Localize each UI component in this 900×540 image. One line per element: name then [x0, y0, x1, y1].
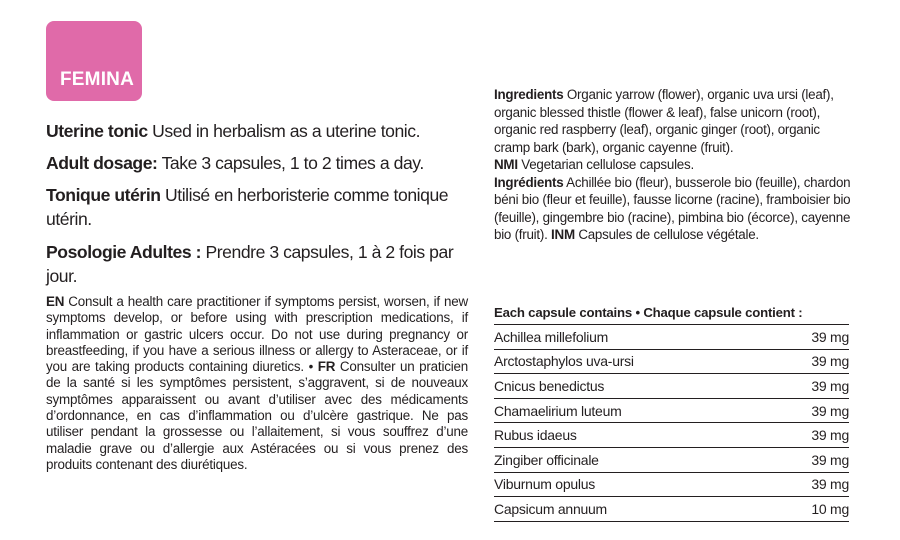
- herb-name: Cnicus benedictus: [494, 377, 605, 394]
- table-row: [494, 399, 849, 424]
- ingredients-section: [494, 86, 854, 244]
- table-row: [494, 423, 849, 448]
- table-row: [494, 374, 849, 399]
- table-row: [494, 448, 849, 473]
- posologie-text: Prendre 3 capsules, 1 à 2 fois par jour.: [46, 242, 454, 286]
- capsule-table-header: Each capsule contains • Chaque capsule contient :: [494, 305, 849, 325]
- herb-name: Chamaelirium luteum: [494, 402, 622, 419]
- herb-name: Viburnum opulus: [494, 476, 596, 493]
- table-row: [494, 350, 849, 375]
- ingredients-fr: [494, 174, 854, 244]
- product-badge: [46, 21, 142, 101]
- herb-amount: 39 mg: [811, 476, 849, 493]
- herb-amount: 39 mg: [811, 377, 849, 394]
- ingredients-en-text: Organic yarrow (flower), organic uva ursi (leaf), organic blessed thistle (flower & leaf), false unicorn (root), organic red raspberry (leaf), organic ginger (root), organic cramp bark (bark), organic cayenne (fruit).: [494, 87, 834, 155]
- warning-text: [46, 294, 468, 473]
- herb-amount: 39 mg: [811, 402, 849, 419]
- inm-text: Capsules de cellulose végétale.: [574, 227, 759, 242]
- herb-amount: 39 mg: [811, 451, 849, 468]
- tonique-uterin-text: Utilisé en herboristerie comme tonique utérin.: [46, 185, 449, 229]
- claims-section: [46, 119, 471, 288]
- nmi-label: NMI: [494, 157, 518, 172]
- herb-amount: 39 mg: [811, 353, 849, 370]
- nmi-line: [494, 156, 854, 174]
- warning-en-text: Consult a health care practitioner if symptoms persist, worsen, if new symptoms develop, or before using with prescription medications, if inflammation or gastric ulcers occur. Do not use during pregnancy or breastfeeding, if you have a serious illness or allergy to Asteraceae, or if you are taking products containing diuretics. •: [46, 294, 468, 375]
- ingredients-fr-text: Achillée bio (fleur), busserole bio (feuille), chardon béni bio (fleur et feuille), fausse licorne (racine), framboisier bio (feuille), gingembre bio (racine), pimbina bio (écorce), cayenne bio (fruit).: [494, 174, 851, 242]
- inm-label: INM: [551, 227, 575, 242]
- adult-dosage-label: Adult dosage:: [46, 153, 158, 173]
- ingredients-en: [494, 86, 854, 156]
- table-row: [494, 473, 849, 498]
- herb-amount: 39 mg: [811, 427, 849, 444]
- warning-fr-text: Consulter un praticien de la santé si les symptômes persistent, s’aggravent, si de nouveaux symptômes apparaissent ou avant d’utiliser avec des médicaments d’ordonnance, en cas d’inflammation ou d’ulcère gastrique. Ne pas utiliser pendant la grossesse ou l’allaitement, si vous souffrez d’une maladie grave ou d’allergie aux Astéracées ou si vous prenez des produits contenant des diurétiques.: [46, 359, 468, 472]
- adult-dosage-claim: [46, 151, 471, 175]
- herb-name: Capsicum annuum: [494, 500, 607, 517]
- table-row: [494, 325, 849, 350]
- herb-name: Zingiber officinale: [494, 451, 599, 468]
- herb-amount: 10 mg: [811, 500, 849, 517]
- herb-name: Achillea millefolium: [494, 328, 609, 345]
- herb-name: Arctostaphylos uva-ursi: [494, 353, 634, 370]
- tonique-uterin-label: Tonique utérin: [46, 185, 161, 205]
- adult-dosage-text: Take 3 capsules, 1 to 2 times a day.: [157, 153, 424, 173]
- warning-fr-label: FR: [317, 359, 336, 375]
- table-row: [494, 497, 849, 522]
- herb-name: Rubus idaeus: [494, 427, 577, 444]
- uterine-tonic-text: Used in herbalism as a uterine tonic.: [147, 121, 421, 141]
- herb-amount: 39 mg: [811, 328, 849, 345]
- uterine-tonic-label: Uterine tonic: [46, 121, 148, 141]
- uterine-tonic-claim: [46, 119, 471, 143]
- tonique-uterin-claim: [46, 183, 471, 231]
- posologie-claim: [46, 240, 471, 288]
- nmi-text: Vegetarian cellulose capsules.: [517, 157, 694, 172]
- capsule-contents-table: [494, 305, 849, 522]
- warning-en-label: EN: [46, 294, 65, 309]
- ingredients-fr-label: Ingrédients: [494, 174, 564, 190]
- product-name: FEMINA: [60, 69, 135, 90]
- posologie-label: Posologie Adultes :: [46, 242, 202, 262]
- ingredients-en-label: Ingredients: [494, 87, 564, 102]
